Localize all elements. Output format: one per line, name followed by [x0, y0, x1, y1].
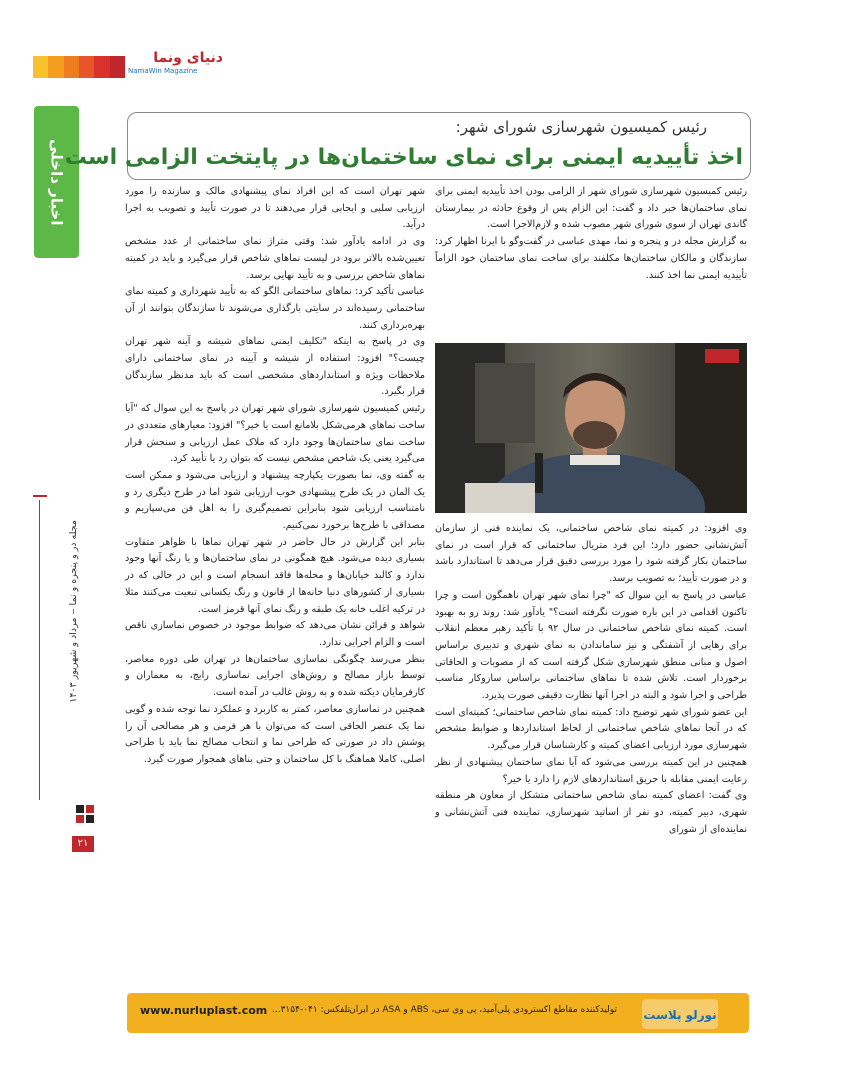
- page-number: ۲۱: [72, 836, 94, 852]
- paragraph: شهر تهران است که این افراد نمای پیشنهادی مالک و سازنده را مورد ارزیابی سلبی و ایجابی قرار می‌دهند تا در صورت تأیید و تصویب به اجرا درآید.: [125, 186, 425, 231]
- logo-text-fa: دنیای ونما: [153, 50, 223, 66]
- side-accent-tick: [33, 495, 47, 497]
- paragraph: این عضو شورای شهر توضیح داد: کمیته نمای شاخص ساختمانی؛ کمیته‌ای است که در آنجا نماهای شاخص ساختمانی از لحاظ استانداردها و ضوابط مشخص شهرسازی مورد ارزیابی اعضای کمیته و کارشناسان قرار می‌گیرد.: [435, 706, 747, 752]
- advertiser-logo-text: نورلو پلاست: [643, 1008, 717, 1022]
- article-column-left: [125, 184, 425, 769]
- section-label: اخبار داخلی: [47, 138, 66, 226]
- article-headline: اخذ تأییدیه ایمنی برای نمای ساختمان‌ها در پایتخت الزامی است: [64, 145, 743, 170]
- paragraph: عباسی در پاسخ به این سوال که "چرا نمای شهر تهران ناهمگون است و چرا تاکنون اقدامی در این باره صورت نگرفته است؟" یادآور شد: روند رو به بهبود است. کمیته نمای شاخص ساختمانی در سال ۹۲ با تأکید رهبر معظم انقلاب برای رهایی از آشفتگی و نیز ساماندادن به نمای شهری و تدبیری براساس اصول و مبانی منطق شهرسازی شکل گرفته است که از مصوبات و الحاقاتی برخوردار است. تلاش شده تا نماهای ساختمانی براساس سازوکار مناسب طراحی و اجرا شود و البته در اجرا آنها نظارت دقیقی صورت پذیرد.: [435, 589, 748, 702]
- brand-color-strip: [33, 56, 125, 78]
- article-photo: [435, 343, 747, 513]
- paragraph: رئیس کمیسیون شهرسازی شورای شهر تهران در پاسخ به این سوال که "آیا ساخت نماهای هرمی‌شکل بلامانع است یا خیر؟" افزود: معیارهای متعددی در ساخت نمای ساختمان‌ها وجود دارد که ملاک عمل ارزیابی و سنجش قرار می‌گیرد یعنی یک شاخص مشخص نیست که بتوان رد یا تأیید کرد.: [125, 403, 425, 465]
- paragraph: وی افزود: در کمیته نمای شاخص ساختمانی، یک نماینده فنی از سازمان آتش‌نشانی حضور دارد؛ این فرد متریال ساختمانی که قرار است در نمای ساختمان بکار گرفته شود را مورد بررسی دقیق قرار می‌دهد تا استاندارد باشد و در صورت تأیید؛ به تصویب برسد.: [435, 523, 747, 585]
- side-rule: [39, 500, 40, 800]
- issue-info: مجله در و پنجره و نما ‒ مرداد و شهریور ۱۴۰۳: [68, 520, 79, 703]
- paragraph: همچنین در نماسازی معاصر، کمتر به کاربرد و عملکرد نما توجه شده و گویی نما یک عنصر الحاقی است که می‌توان با هر فرمی و هر مصالحی آن را پوشش داد در صورتی که طراحی نما و انتخاب مصالح نما باید با طراحی اصلی، کاملا هماهنگ با کل ساختمان و حتی بناهای همجوار صورت گیرد.: [125, 703, 425, 765]
- article-column-right-bottom: [435, 521, 747, 838]
- article-column-right-top: [435, 184, 747, 284]
- paragraph: به گزارش مجله در و پنجره و نما، مهدی عباسی در گفت‌وگو با ایرنا اظهار کرد: سازندگان و مالکان ساختمان‌ها مکلفند برای ساخت نمای ساختمان خود الزاماً تأییدیه ایمنی نما اخذ کنند.: [435, 236, 747, 281]
- paragraph: وی گفت: اعضای کمیته نمای شاخص ساختمانی متشکل از معاون هر منطقه شهری، دبیر کمیته، دو نفر از اساتید شهرسازی، نماینده فنی آتش‌نشانی و نماینده‌ای از شورای: [435, 790, 747, 835]
- paragraph: بنابر این گزارش در حال حاضر در شهر تهران نماها با ظواهر متفاوت بسیاری دیده می‌شود. هیچ همگونی در نمای ساختمان‌ها و یا رنگ آنها وجود ندارد و کالبد خیابان‌ها و محله‌ها فاقد انسجام است و این در حالی که در بسیاری از کشورهای دنیا خانه‌ها از قانون و رنگ یکسانی تبعیت می‌کنند مثلا در ترکیه اغلب خانه یک طبقه و رنگ نمای آنها قرمز است.: [125, 536, 425, 615]
- section-tab: [34, 106, 79, 258]
- footer-description: تولیدکننده مقاطع اکسترودی پلی‌آمید، پی وی سی، ABS و ASA در ایران: [349, 1005, 617, 1015]
- paragraph: عباسی تأکید کرد: نماهای ساختمانی الگو که به تأیید شهرداری و کمیته نمای ساختمانی رسیده‌اند در سایتی بارگذاری می‌شوند تا سازندگان بتوانند از آن بهره‌برداری کنند.: [125, 286, 425, 331]
- paragraph: شواهد و قرائن نشان می‌دهد که ضوابط موجود در خصوص نماسازی ناقص است و الزام اجرایی ندارد.: [125, 620, 425, 648]
- window-grid-icon: [74, 803, 96, 825]
- paragraph: وی در پاسخ به اینکه "تکلیف ایمنی نماهای شیشه و آینه شهر تهران چیست؟" افزود: استفاده از شیشه و آیینه در نمای ساختمانی دارای ملاحظات ویژه و استانداردهای مشخصی است که باید مدنظر سازندگان قرار بگیرد.: [125, 336, 425, 398]
- paragraph: بنظر می‌رسد چگونگی نماسازی ساختمان‌ها در تهران طی دوره معاصر، توسط بازار مصالح و روش‌های اجرایی نماسازی رایج، به معماران و کارفرمایان دیکته شده و به روش غالب در آمده است.: [125, 653, 425, 699]
- paragraph: رئیس کمیسیون شهرسازی شورای شهر از الزامی بودن اخذ تأییدیه ایمنی برای نمای ساختمان‌ها خبر داد و گفت: این الزام پس از وقوع حادثه در بیمارستان گاندی تهران از سوی شورای شهر مصوب شده و لازم‌الاجرا است.: [435, 186, 747, 231]
- footer-fax: تلفکس: ۰۴۱-۳۱۵۴...: [272, 1005, 351, 1015]
- paragraph: همچنین در این کمیته بررسی می‌شود که آیا نمای ساختمان پیشنهادی از نظر رعایت ایمنی مقابله با حریق استانداردهای لازم را دارد یا خیر؟: [435, 756, 747, 785]
- article-subtitle: رئیس کمیسیون شهرسازی شورای شهر:: [455, 118, 707, 136]
- paragraph: وی در ادامه یادآور شد: وقتی متراژ نمای ساختمانی از عدد مشخص تعیین‌شده بالاتر برود در لیست نماهای شاخص قرار می‌گیرد و باید در کمیته نماهای شاخص بررسی و به تأیید نهایی برسد.: [125, 236, 425, 281]
- paragraph: به گفته وی، نما بصورت یکپارچه پیشنهاد و ارزیابی می‌شود و ممکن است یک المان در یک طرح پیشنهادی خوب ارزیابی شود اما در طرح دیگری رد و نامتناسب ارزیابی شود بنابراین تصمیم‌گیری را به اهل فن می‌سپاریم و مصداقی با طرح‌ها برخورد نمی‌کنیم.: [125, 469, 425, 532]
- footer-website-link[interactable]: www.nurluplast.com: [140, 1004, 268, 1017]
- advertiser-logo: [640, 995, 720, 1033]
- logo-text-en: NamaWin Magazine: [128, 67, 198, 75]
- magazine-logo: [128, 50, 223, 82]
